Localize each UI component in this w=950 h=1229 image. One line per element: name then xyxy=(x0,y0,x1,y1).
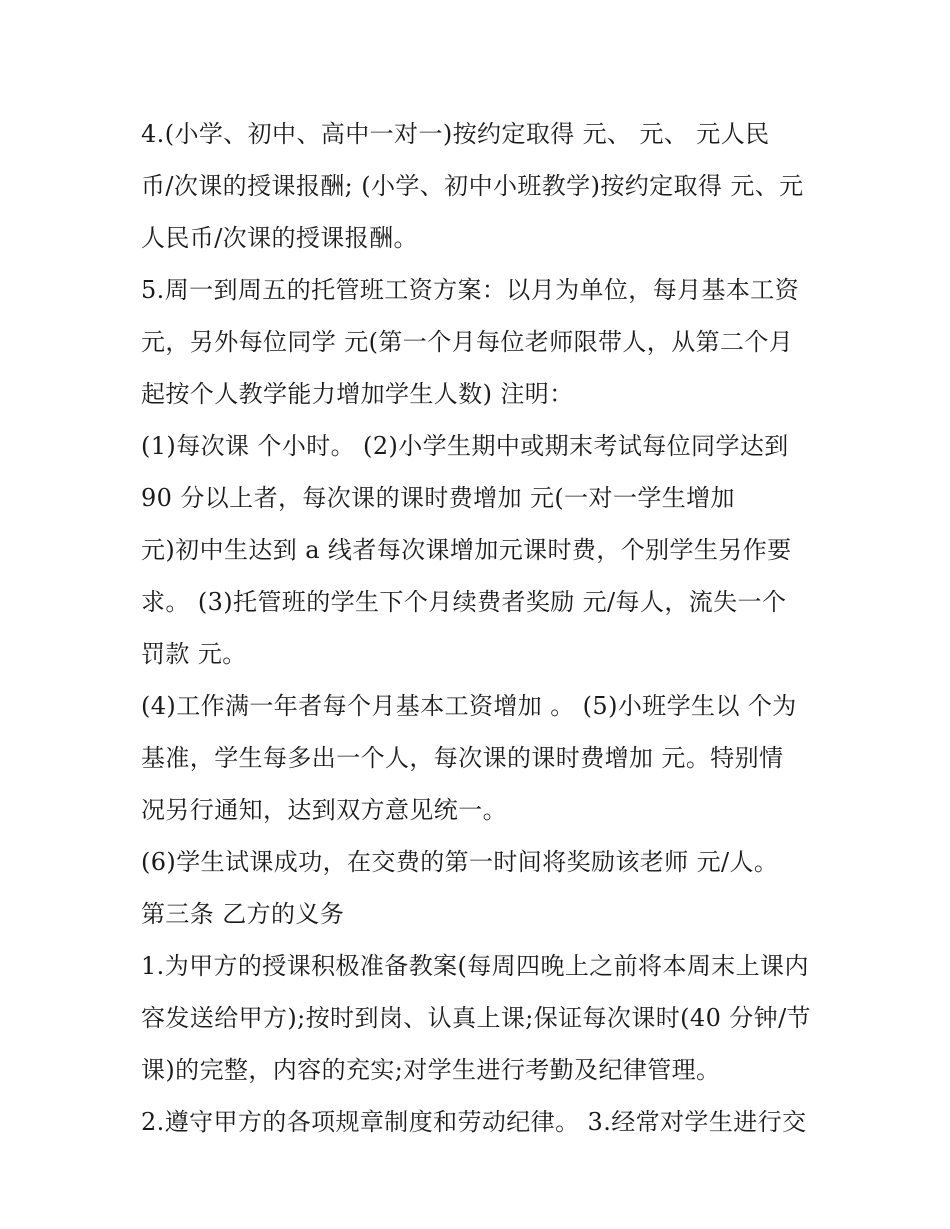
text-line: 罚款 元。 xyxy=(141,640,247,668)
text-line: 人民币/次课的授课报酬。 xyxy=(141,224,418,252)
text-line: 5.周一到周五的托管班工资方案：以月为单位，每月基本工资 xyxy=(141,276,800,304)
text-line: 元，另外每位同学 元(第一个月每位老师限带人，从第二个月 xyxy=(141,328,794,356)
text-line: 况另行通知，达到双方意见统一。 xyxy=(141,796,507,824)
text-line: 2.遵守甲方的各项规章制度和劳动纪律。 3.经常对学生进行交 xyxy=(141,1108,807,1136)
text-line: 基准，学生每多出一个人，每次课的课时费增加 元。特别情 xyxy=(141,744,784,772)
text-line: 币/次课的授课报酬; (小学、初中小班教学)按约定取得 元、元 xyxy=(141,172,804,200)
document-body xyxy=(141,108,821,1148)
text-line: 1.为甲方的授课积极准备教案(每周四晚上之前将本周末上课内 xyxy=(141,952,809,980)
text-line: 元)初中生达到 a 线者每次课增加元课时费，个别学生另作要 xyxy=(141,536,792,564)
text-line: 容发送给甲方);按时到岗、认真上课;保证每次课时(40 分钟/节 xyxy=(141,1004,811,1032)
text-line: 求。 (3)托管班的学生下个月续费者奖励 元/每人，流失一个 xyxy=(141,588,787,616)
text-line: 课)的完整，内容的充实;对学生进行考勤及纪律管理。 xyxy=(141,1056,721,1084)
text-line: (6)学生试课成功，在交费的第一时间将奖励该老师 元/人。 xyxy=(141,848,779,876)
text-line: 90 分以上者，每次课的课时费增加 元(一对一学生增加 xyxy=(141,484,735,512)
text-line: (1)每次课 个小时。 (2)小学生期中或期末考试每位同学达到 xyxy=(141,432,789,460)
section-heading: 第三条 乙方的义务 xyxy=(141,900,345,928)
text-line: 起按个人教学能力增加学生人数) 注明： xyxy=(141,380,574,408)
text-line: 4.(小学、初中、高中一对一)按约定取得 元、 元、 元人民 xyxy=(141,120,770,148)
text-line: (4)工作满一年者每个月基本工资增加 。 (5)小班学生以 个为 xyxy=(141,692,797,720)
